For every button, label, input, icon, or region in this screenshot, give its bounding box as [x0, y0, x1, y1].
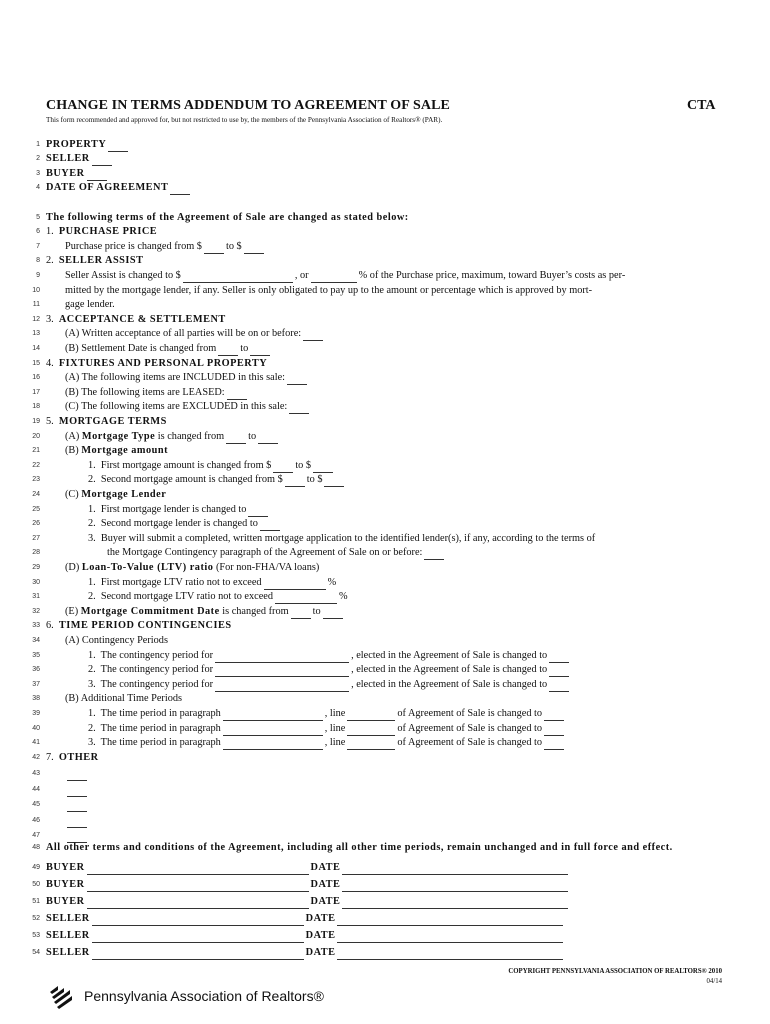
blank-field[interactable]	[258, 433, 278, 444]
copyright-notice: COPYRIGHT PENNSYLVANIA ASSOCIATION OF REALTORS® 2010	[508, 968, 722, 975]
line-number: 4	[36, 184, 40, 191]
form-title: CHANGE IN TERMS ADDENDUM TO AGREEMENT OF SALE	[46, 98, 450, 113]
form-line	[0, 663, 770, 677]
line-text: gage lender.	[65, 299, 115, 310]
blank-field[interactable]	[92, 949, 304, 960]
line-heading: PURCHASE PRICE	[58, 226, 158, 237]
line-number: 36	[32, 666, 40, 673]
blank-field[interactable]	[311, 272, 357, 283]
line-number: 22	[32, 462, 40, 469]
line-number: 6	[36, 228, 40, 235]
line-text: (C) The following items are EXCLUDED in this sale:	[65, 401, 288, 412]
blank-field[interactable]	[347, 710, 395, 721]
line-text: 2. Second mortgage LTV ratio not to exceed	[88, 591, 274, 602]
line-text: to $	[295, 460, 312, 471]
line-heading: SELLER ASSIST	[58, 255, 144, 266]
form-line	[0, 269, 770, 283]
form-line	[0, 488, 770, 502]
line-text: 2. The time period in paragraph	[88, 723, 221, 734]
line-number: 44	[32, 786, 40, 793]
line-text: (B) Additional Time Periods	[65, 693, 182, 704]
line-number: 39	[32, 710, 40, 717]
line-text: , elected in the Agreement of Sale is changed to	[351, 650, 548, 661]
form-line	[0, 327, 770, 341]
line-heading: SELLER	[46, 947, 90, 958]
form-line	[0, 225, 770, 239]
form-line	[0, 459, 770, 473]
blank-field[interactable]	[347, 739, 395, 750]
blank-field[interactable]	[337, 932, 563, 943]
line-text: 1. The time period in paragraph	[88, 708, 221, 719]
line-text: (D)	[65, 562, 82, 573]
line-text: to	[240, 343, 249, 354]
line-text: of Agreement of Sale is changed to	[397, 737, 543, 748]
form-line	[0, 284, 770, 298]
line-number: 31	[32, 593, 40, 600]
line-text: 3. The time period in paragraph	[88, 737, 221, 748]
line-heading: MORTGAGE TERMS	[58, 416, 167, 427]
blank-field[interactable]	[324, 476, 344, 487]
line-number: 51	[32, 898, 40, 905]
line-number: 21	[32, 447, 40, 454]
line-number: 19	[32, 418, 40, 425]
form-line	[0, 692, 770, 706]
blank-field[interactable]	[544, 710, 564, 721]
line-number: 50	[32, 881, 40, 888]
blank-field[interactable]	[544, 739, 564, 750]
form-line	[0, 783, 770, 797]
line-heading: DATE	[310, 862, 341, 873]
line-heading: DATE	[305, 913, 336, 924]
form-line	[0, 619, 770, 633]
line-number: 37	[32, 681, 40, 688]
line-heading: All other terms and conditions of the Agreement, including all other time periods, remain unchanged and in full force and effect.	[46, 842, 673, 853]
line-text: , elected in the Agreement of Sale is changed to	[351, 679, 548, 690]
line-number: 20	[32, 433, 40, 440]
blank-field[interactable]	[347, 725, 395, 736]
form-line	[0, 444, 770, 458]
line-number: 17	[32, 389, 40, 396]
line-number: 45	[32, 801, 40, 808]
line-text: (A) The following items are INCLUDED in this sale:	[65, 372, 286, 383]
form-line	[0, 751, 770, 765]
line-heading: ACCEPTANCE & SETTLEMENT	[58, 314, 226, 325]
line-text: is changed from	[219, 606, 289, 617]
line-number: 38	[32, 695, 40, 702]
blank-field[interactable]	[289, 403, 309, 414]
line-text: 1. The contingency period for	[88, 650, 214, 661]
line-text: of Agreement of Sale is changed to	[397, 708, 543, 719]
line-text: , elected in the Agreement of Sale is changed to	[351, 664, 548, 675]
blank-field[interactable]	[87, 898, 309, 909]
line-text: the Mortgage Contingency paragraph of the Agreement of Sale on or before:	[107, 547, 423, 558]
blank-field[interactable]	[183, 272, 293, 283]
line-text: , line	[324, 737, 346, 748]
blank-field[interactable]	[223, 739, 323, 750]
blank-field[interactable]	[549, 666, 569, 677]
blank-field[interactable]	[67, 786, 87, 797]
line-heading: DATE	[305, 947, 336, 958]
line-text: is changed from	[155, 431, 225, 442]
line-heading: BUYER	[46, 168, 85, 179]
form-line	[0, 878, 770, 892]
line-text: %	[327, 577, 337, 588]
line-text: 5.	[46, 416, 59, 427]
line-number: 9	[36, 272, 40, 279]
line-text: to	[312, 606, 321, 617]
line-heading: TIME PERIOD CONTINGENCIES	[58, 620, 232, 631]
form-line	[0, 342, 770, 356]
blank-field[interactable]	[223, 725, 323, 736]
form-line	[0, 946, 770, 960]
form-line	[0, 357, 770, 371]
line-text: , line	[324, 708, 346, 719]
line-text: 6.	[46, 620, 59, 631]
line-heading: DATE OF AGREEMENT	[46, 182, 169, 193]
blank-field[interactable]	[303, 330, 323, 341]
blank-field[interactable]	[260, 520, 280, 531]
blank-field[interactable]	[250, 345, 270, 356]
form-line	[0, 912, 770, 926]
form-line	[0, 386, 770, 400]
line-number: 12	[32, 316, 40, 323]
line-number: 34	[32, 637, 40, 644]
line-number: 10	[32, 287, 40, 294]
line-heading: Mortgage Type	[81, 431, 156, 442]
line-text: 2. The contingency period for	[88, 664, 214, 675]
line-number: 49	[32, 864, 40, 871]
line-number: 33	[32, 622, 40, 629]
blank-field[interactable]	[248, 506, 268, 517]
line-text: (A) Contingency Periods	[65, 635, 168, 646]
line-text: (B)	[65, 445, 82, 456]
form-line	[0, 138, 770, 152]
line-heading: Mortgage Lender	[81, 489, 167, 500]
line-number: 54	[32, 949, 40, 956]
form-line	[0, 798, 770, 812]
blank-field[interactable]	[215, 681, 349, 692]
form-line	[0, 590, 770, 604]
line-number: 35	[32, 652, 40, 659]
line-text: 4.	[46, 358, 59, 369]
line-number: 23	[32, 476, 40, 483]
blank-field[interactable]	[244, 243, 264, 254]
blank-field[interactable]	[87, 864, 309, 875]
line-heading: BUYER	[46, 879, 85, 890]
line-number: 2	[36, 155, 40, 162]
line-number: 46	[32, 817, 40, 824]
form-line	[0, 240, 770, 254]
blank-field[interactable]	[67, 817, 87, 828]
blank-field[interactable]	[337, 949, 563, 960]
form-line	[0, 929, 770, 943]
blank-field[interactable]	[227, 389, 247, 400]
line-number: 40	[32, 725, 40, 732]
blank-field[interactable]	[226, 433, 246, 444]
form-line	[0, 861, 770, 875]
blank-field[interactable]	[424, 549, 444, 560]
form-line	[0, 895, 770, 909]
form-line	[0, 167, 770, 181]
form-code: CTA	[687, 98, 716, 113]
form-line	[0, 415, 770, 429]
line-number: 24	[32, 491, 40, 498]
blank-field[interactable]	[275, 593, 337, 604]
form-line	[0, 400, 770, 414]
form-line	[0, 517, 770, 531]
line-number: 29	[32, 564, 40, 571]
line-number: 27	[32, 535, 40, 542]
line-text: 1. First mortgage amount is changed from $	[88, 460, 272, 471]
blank-field[interactable]	[337, 915, 563, 926]
line-heading: Loan-To-Value (LTV) ratio	[81, 562, 214, 573]
line-heading: DATE	[310, 896, 341, 907]
line-number: 28	[32, 549, 40, 556]
par-logo	[48, 982, 324, 1010]
line-number: 8	[36, 257, 40, 264]
blank-field[interactable]	[287, 374, 307, 385]
form-line	[0, 152, 770, 166]
line-text: 3. Buyer will submit a completed, written mortgage application to the identified lender(s), if any, according to the terms of	[88, 533, 596, 544]
form-line	[0, 649, 770, 663]
blank-field[interactable]	[273, 462, 293, 473]
line-number: 48	[32, 844, 40, 851]
line-number: 32	[32, 608, 40, 615]
line-text: 2. Second mortgage lender is changed to	[88, 518, 258, 529]
line-text: (For non-FHA/VA loans)	[213, 562, 320, 573]
line-text: (A)	[65, 431, 82, 442]
line-number: 13	[32, 330, 40, 337]
form-line	[0, 678, 770, 692]
form-line	[0, 707, 770, 721]
blank-field[interactable]	[92, 155, 112, 166]
line-heading: BUYER	[46, 896, 85, 907]
line-text: % of the Purchase price, maximum, toward Buyer’s costs as per-	[358, 270, 626, 281]
blank-field[interactable]	[342, 898, 568, 909]
form-line	[0, 814, 770, 828]
line-text: 2.	[46, 255, 59, 266]
line-text: (B) Settlement Date is changed from	[65, 343, 217, 354]
blank-field[interactable]	[92, 915, 304, 926]
form-line	[0, 313, 770, 327]
line-heading: OTHER	[58, 752, 99, 763]
line-number: 25	[32, 506, 40, 513]
line-heading: Mortgage Commitment Date	[80, 606, 220, 617]
blank-field[interactable]	[342, 864, 568, 875]
blank-field[interactable]	[87, 881, 309, 892]
line-heading: BUYER	[46, 862, 85, 873]
line-text: 1.	[46, 226, 59, 237]
blank-field[interactable]	[170, 184, 190, 195]
form-line	[0, 181, 770, 195]
form-line	[0, 841, 770, 855]
blank-field[interactable]	[215, 666, 349, 677]
form-line	[0, 546, 770, 560]
revision-date: 04/14	[706, 978, 722, 985]
line-heading: DATE	[305, 930, 336, 941]
blank-field[interactable]	[323, 608, 343, 619]
line-heading: SELLER	[46, 153, 90, 164]
blank-field[interactable]	[67, 801, 87, 812]
line-text: (C)	[65, 489, 82, 500]
line-number: 14	[32, 345, 40, 352]
line-heading: PROPERTY	[46, 139, 107, 150]
form-line	[0, 634, 770, 648]
line-number: 47	[32, 832, 40, 839]
form-line	[0, 722, 770, 736]
line-heading: SELLER	[46, 913, 90, 924]
line-heading: SELLER	[46, 930, 90, 941]
line-number: 18	[32, 403, 40, 410]
line-heading: The following terms of the Agreement of Sale are changed as stated below:	[46, 212, 409, 223]
blank-field[interactable]	[67, 770, 87, 781]
form-line	[0, 298, 770, 312]
par-logo-icon	[48, 982, 76, 1010]
form-line	[0, 430, 770, 444]
line-number: 7	[36, 243, 40, 250]
line-heading: Mortgage amount	[81, 445, 169, 456]
blank-field[interactable]	[215, 652, 349, 663]
line-number: 52	[32, 915, 40, 922]
line-text: , or	[294, 270, 309, 281]
blank-field[interactable]	[549, 652, 569, 663]
line-text: Seller Assist is changed to $	[65, 270, 181, 281]
line-text: 3. The contingency period for	[88, 679, 214, 690]
line-number: 26	[32, 520, 40, 527]
line-number: 11	[32, 301, 40, 308]
line-heading: DATE	[310, 879, 341, 890]
blank-field[interactable]	[223, 710, 323, 721]
form-line	[0, 473, 770, 487]
line-text: to $	[225, 241, 242, 252]
form-line	[0, 561, 770, 575]
line-text: 1. First mortgage lender is changed to	[88, 504, 247, 515]
line-number: 41	[32, 739, 40, 746]
line-text: to $	[306, 474, 323, 485]
line-heading: FIXTURES AND PERSONAL PROPERTY	[58, 358, 268, 369]
form-line	[0, 576, 770, 590]
form-line	[0, 503, 770, 517]
line-text: 1. First mortgage LTV ratio not to exceed	[88, 577, 262, 588]
form-line	[0, 254, 770, 268]
blank-field[interactable]	[204, 243, 224, 254]
blank-field[interactable]	[291, 608, 311, 619]
line-text: mitted by the mortgage lender, if any. Seller is only obligated to pay up to the amount or percentage which is approved by mort-	[65, 285, 593, 296]
blank-field[interactable]	[92, 932, 304, 943]
line-number: 43	[32, 770, 40, 777]
blank-field[interactable]	[342, 881, 568, 892]
line-number: 30	[32, 579, 40, 586]
form-subtitle: This form recommended and approved for, but not restricted to use by, the members of the Pennsylvania Association of Realtors® (PAR).	[46, 116, 443, 124]
org-name: Pennsylvania Association of Realtors®	[84, 988, 324, 1004]
line-number: 16	[32, 374, 40, 381]
blank-field[interactable]	[108, 141, 128, 152]
form-line	[0, 736, 770, 750]
form-line	[0, 371, 770, 385]
line-number: 5	[36, 214, 40, 221]
form-line	[0, 767, 770, 781]
line-text: (B) The following items are LEASED:	[65, 387, 225, 398]
line-text: (A) Written acceptance of all parties will be on or before:	[65, 328, 302, 339]
line-text: Purchase price is changed from $	[65, 241, 202, 252]
line-number: 3	[36, 170, 40, 177]
line-text: 7.	[46, 752, 59, 763]
line-text: to	[248, 431, 257, 442]
line-number: 1	[36, 141, 40, 148]
line-text: , line	[324, 723, 346, 734]
line-number: 53	[32, 932, 40, 939]
line-text: of Agreement of Sale is changed to	[397, 723, 543, 734]
blank-field[interactable]	[285, 476, 305, 487]
line-text: 2. Second mortgage amount is changed from $	[88, 474, 283, 485]
blank-field[interactable]	[218, 345, 238, 356]
line-number: 15	[32, 360, 40, 367]
line-text: (E)	[65, 606, 81, 617]
line-text: %	[339, 591, 348, 602]
line-text: 3.	[46, 314, 59, 325]
form-line	[0, 605, 770, 619]
blank-field[interactable]	[87, 170, 107, 181]
blank-field[interactable]	[549, 681, 569, 692]
line-number: 42	[32, 754, 40, 761]
form-line	[0, 211, 770, 225]
form-line	[0, 532, 770, 546]
blank-field[interactable]	[544, 725, 564, 736]
blank-field[interactable]	[264, 579, 326, 590]
blank-field[interactable]	[313, 462, 333, 473]
